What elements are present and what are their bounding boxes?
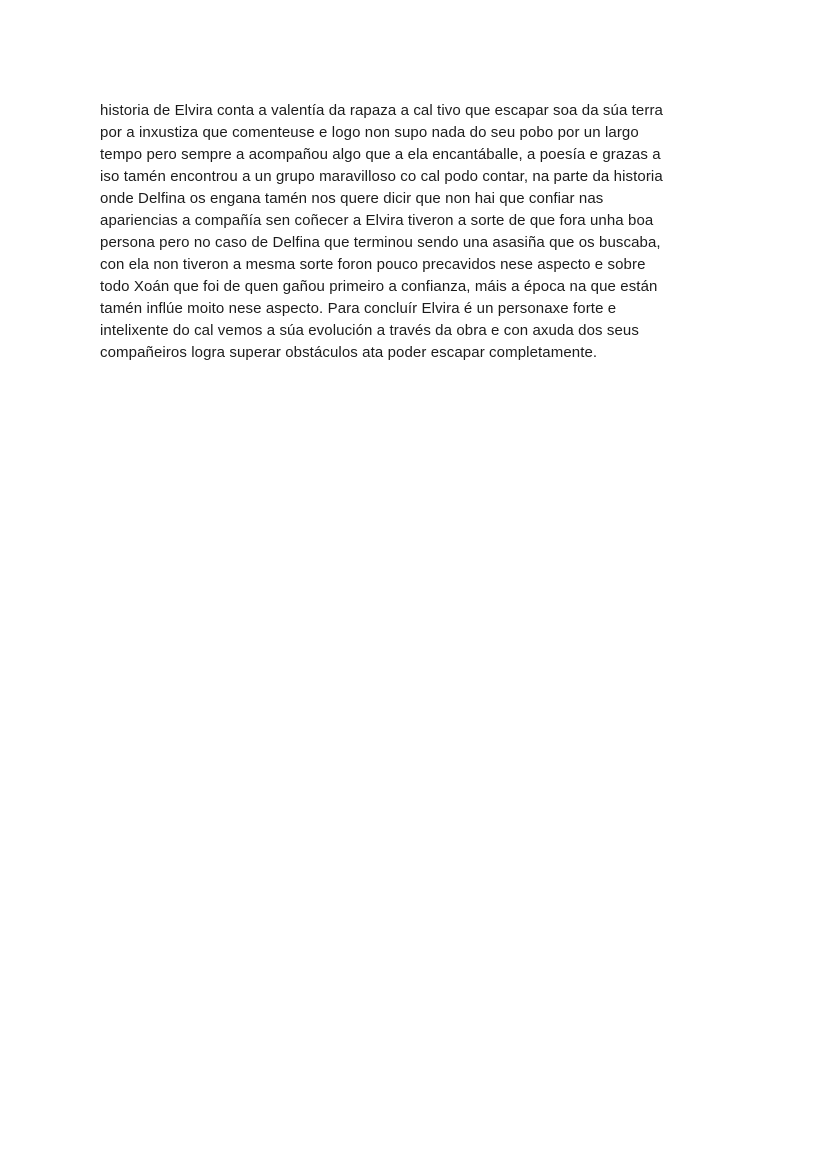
text-line: tempo pero sempre a acompañou algo que a ela encantáballe, a poesía e grazas a (100, 146, 661, 163)
paragraph (100, 100, 740, 364)
text-line: compañeiros logra superar obstáculos ata poder escapar completamente. (100, 344, 598, 361)
text-line: con ela non tiveron a mesma sorte foron pouco precavidos nese aspecto e sobre (100, 256, 646, 273)
text-line: iso tamén encontrou a un grupo maravilloso co cal podo contar, na parte da historia (100, 168, 663, 185)
text-line: intelixente do cal vemos a súa evolución a través da obra e con axuda dos seus (100, 322, 639, 339)
text-line: todo Xoán que foi de quen gañou primeiro a confianza, máis a época na que están (100, 278, 658, 295)
text-line: persona pero no caso de Delfina que terminou sendo una asasiña que os buscaba, (100, 234, 661, 251)
text-line: apariencias a compañía sen coñecer a Elvira tiveron a sorte de que fora unha boa (100, 212, 654, 229)
text-line: por a inxustiza que comenteuse e logo non supo nada do seu pobo por un largo (100, 124, 639, 141)
text-line: historia de Elvira conta a valentía da rapaza a cal tivo que escapar soa da súa terra (100, 102, 663, 119)
text-line: tamén inflúe moito nese aspecto. Para concluír Elvira é un personaxe forte e (100, 300, 617, 317)
text-line: onde Delfina os engana tamén nos quere dicir que non hai que confiar nas (100, 190, 604, 207)
